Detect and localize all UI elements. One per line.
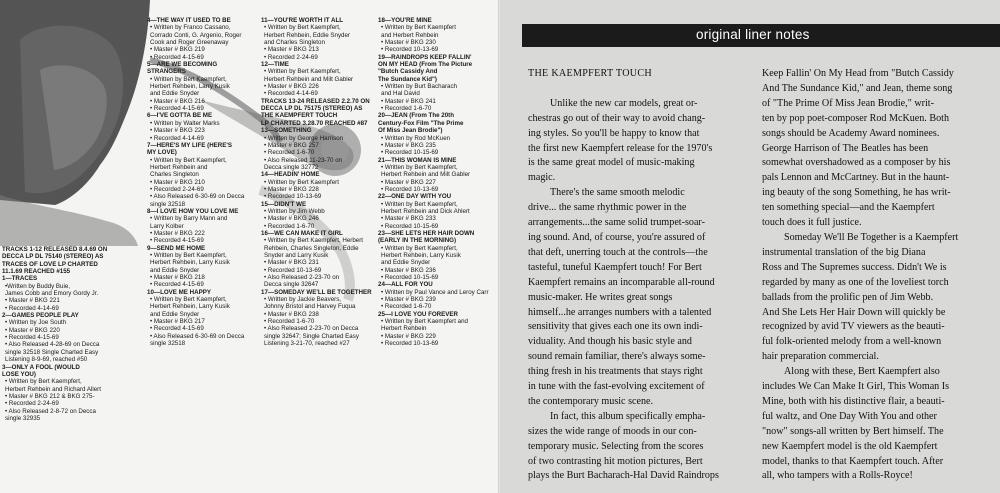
- notes-line: that deft, unerring touch at the controls—the: [528, 246, 708, 258]
- track-title-line: 25—I LOVE YOU FOREVER: [378, 310, 458, 318]
- track-credit-line: • Master # BKG 223: [150, 127, 205, 135]
- track-credit-line: Corrado Conti, G. Argenio, Roger: [150, 31, 242, 39]
- track-title-line: ON MY HEAD (From The Picture: [378, 61, 473, 69]
- track-title-line: Century-Fox Film "The Prime: [378, 119, 464, 127]
- track-credit-line: • Master # BKG 231: [264, 259, 319, 267]
- track-credit-line: • Master # BKG 227: [381, 178, 436, 186]
- track-credit-line: • Recorded 1-6-70: [264, 149, 315, 157]
- track-title-line: 22—ONE DAY WITH YOU: [378, 193, 452, 201]
- track-credit-line: • Written by Joe South: [5, 319, 67, 327]
- notes-line: thing fresh in his treatments that stays right: [528, 366, 703, 378]
- track-credit-line: and Charles Singleton: [264, 39, 325, 47]
- track-title-line: Of Miss Jean Brodie"): [378, 127, 443, 135]
- track-credit-line: • Written by Bert Kaempfert: [381, 24, 456, 32]
- track-credit-line: • Recorded 1-6-70: [264, 222, 315, 230]
- track-credit-line: • Written by Barry Mann and: [150, 215, 228, 223]
- track-title-line: 11—YOU'RE WORTH IT ALL: [261, 17, 344, 24]
- track-title-line: 4—THE WAY IT USED TO BE: [147, 17, 231, 24]
- notes-line: sizes the wide range of moods in our con-: [528, 425, 697, 437]
- notes-line: songs should be Academy Award nominees.: [762, 127, 940, 139]
- track-title-line: 17—SOMEDAY WE'LL BE TOGETHER: [261, 288, 372, 296]
- notes-line: Someday We'll Be Together is a Kaempfert: [784, 231, 959, 243]
- liner-notes-column-left: [528, 67, 756, 484]
- notes-line: ing beauty of the song Something, he has writ-: [762, 187, 951, 199]
- track-credit-line: • Also Released 6-30-69 on Decca: [150, 332, 245, 340]
- notes-line: temporary music. Selecting from the scores: [528, 440, 704, 452]
- track-title-line: 11.1.69 REACHED #155: [2, 268, 71, 276]
- track-title-line: 3—ONLY A FOOL (WOULD: [2, 363, 80, 371]
- track-credit-line: • Recorded 4-15-69: [5, 334, 59, 342]
- track-credit-line: • Master # BKG 233: [381, 215, 436, 223]
- track-credit-line: Herbert Rehbein and: [150, 163, 208, 171]
- track-credit-line: • Master # BKG 228: [264, 185, 319, 193]
- track-title-line: THE KAEMPFERT TOUCH: [261, 112, 338, 120]
- track-credit-line: • Written by Bert Kaempfert: [264, 178, 339, 186]
- track-credit-line: • Written by Rod McKuen: [381, 134, 451, 142]
- track-credit-line: • Master # BKG 241: [381, 97, 436, 105]
- notes-line: ful folk-oriented melody from a well-known: [762, 336, 942, 348]
- track-credit-line: • Master # BKG 238: [264, 310, 319, 318]
- notes-line: of two contrasting hit motion pictures, Bert: [528, 455, 703, 467]
- notes-line: Along with these, Bert Kaempfert also: [784, 366, 940, 378]
- track-credit-line: Decca single 32647: [264, 281, 319, 289]
- track-credit-line: • Also Released 2-8-72 on Decca: [5, 407, 96, 415]
- track-credit-line: Johnny Bristol and Harvey Fuqua: [264, 303, 356, 311]
- track-credit-line: • Also Released 11-23-70 on: [264, 156, 343, 164]
- track-credit-line: • Master # BKG 235: [381, 141, 436, 149]
- track-credit-line: • Written by Bert Kaempfert,: [150, 75, 227, 83]
- track-credit-line: single 32518: [150, 200, 186, 208]
- track-credit-line: • Master # BKG 216: [150, 97, 205, 105]
- track-title-line: 7—HERE'S MY LIFE (HERE'S: [147, 141, 232, 149]
- notes-line: new Kaempfert model is the old Kaempfert: [762, 440, 938, 452]
- track-column-2: [147, 17, 259, 347]
- track-credit-line: Herbert Rehbein, Larry Kusik: [381, 252, 461, 259]
- track-title-line: 15—DIDN'T WE: [261, 200, 307, 208]
- track-credit-line: • Written by Bert Kaempfert,: [381, 163, 458, 171]
- track-credit-line: • Master # BKG 212 & BKG 275-: [5, 392, 95, 400]
- track-credit-line: Herbert Rehbein, Larry Kusik: [150, 83, 230, 91]
- track-credit-line: Listening 3-21-70, reached #27: [264, 340, 350, 348]
- banner-title: original liner notes: [696, 27, 810, 42]
- track-credit-line: Herbert Rehbein: [381, 325, 427, 333]
- track-credit-line: Herbert Rehbein, Larry Kusik: [150, 303, 230, 311]
- track-title-line: (EARLY IN THE MORNING): [378, 237, 457, 245]
- track-credit-line: • Master # BKG 213: [264, 46, 319, 54]
- track-credit-line: • Also Released 2-23-70 on: [264, 274, 340, 282]
- track-title-line: 9—SEND ME HOME: [147, 244, 206, 252]
- notes-line: model, thanks to that Kaempfert touch. After: [762, 455, 944, 467]
- track-title-line: STRANGERS: [147, 68, 186, 76]
- track-credit-line: • Recorded 2-24-69: [150, 185, 204, 193]
- track-credit-line: • Written by George Harrison: [264, 134, 344, 142]
- notes-heading: THE KAEMPFERT TOUCH: [528, 68, 652, 79]
- notes-line: sound remain familiar, there's always some-: [528, 351, 706, 363]
- track-credit-line: •Written by Buddy Buie,: [5, 282, 70, 290]
- track-credit-line: Herbert Rehbein, Eddie Snyder: [264, 31, 350, 39]
- track-credit-line: • Recorded 10-13-69: [381, 185, 439, 193]
- track-credit-line: • Master # BKG 257: [264, 141, 319, 149]
- notes-line: all, who tampers with a Rolls-Royce!: [762, 470, 913, 482]
- notes-line: In fact, this album specifically empha-: [550, 410, 706, 422]
- notes-line: somewhat overshadowed as a composer by his: [762, 157, 951, 169]
- track-credit-line: • Master # BKG 217: [150, 318, 205, 326]
- track-title-line: 24—ALL FOR YOU: [378, 281, 433, 289]
- track-title-line: 1—TRACES: [2, 275, 38, 283]
- track-credit-line: and Hal David: [381, 90, 420, 98]
- track-credit-line: single 32518: [150, 340, 186, 348]
- notes-line: George Harrison of The Beatles has been: [762, 142, 929, 154]
- track-credit-line: • Master # BKG 210: [150, 178, 205, 186]
- track-credit-line: Snyder and Larry Kusik: [264, 252, 329, 259]
- notes-line: ing sound. And, of course, you're assured of: [528, 231, 706, 243]
- notes-line: chestras go out of their way to avoid chang-: [528, 112, 706, 124]
- track-title-line: 23—SHE LETS HER HAIR DOWN: [378, 229, 475, 237]
- track-credit-line: • Also Released 2-23-70 on Decca: [264, 325, 359, 333]
- track-credit-line: • Written by Bert Kaempfert and: [381, 318, 468, 326]
- notes-line: ing styles. So you'll be happy to know that: [528, 127, 700, 139]
- notes-line: tasteful, tuneful Kaempfert touch! For Bert: [528, 261, 702, 273]
- track-credit-line: James Cobb and Emory Gordy Jr.: [5, 290, 99, 298]
- track-credit-line: and Eddie Snyder: [150, 310, 200, 318]
- track-credit-line: Herbert Rehbein and Milt Gabler: [264, 75, 354, 83]
- track-credit-line: • Master # BKG 218: [150, 274, 205, 282]
- notes-line: the contemporary music scene.: [528, 395, 654, 407]
- notes-line: hair preparation commercial.: [762, 351, 879, 363]
- track-credit-line: • Written by Bert Kaempfert,: [381, 244, 458, 252]
- track-credit-line: • Master # BKG 246: [264, 215, 319, 223]
- track-column-1: [2, 246, 130, 422]
- track-credit-line: Herbert Rehbein and Richard Allert: [5, 385, 101, 393]
- track-title-line: 10—LOVE ME HAPPY: [147, 288, 211, 296]
- track-title-line: LP CHARTED 3.28.70 REACHED #87: [261, 119, 368, 127]
- notes-line: instrumental translation of the big Diana: [762, 246, 926, 258]
- track-title-line: 13—SOMETHING: [261, 127, 312, 135]
- track-credit-line: • Recorded 4-15-69: [150, 325, 204, 333]
- notes-line: viduality. And though his basic style and: [528, 336, 692, 348]
- track-credit-line: • Master # BKG 230: [381, 39, 436, 47]
- notes-line: Unlike the new car models, great or-: [550, 97, 698, 109]
- track-credit-line: • Master # BKG 229: [381, 332, 436, 340]
- notes-line: Ross and The Supremes success. Didn't We is: [762, 261, 947, 273]
- track-credit-line: • Written by Franco Cassano,: [150, 24, 231, 32]
- track-title-line: 21—THIS WOMAN IS MINE: [378, 156, 457, 164]
- track-title-line: TRACES OF LOVE LP CHARTED: [2, 260, 98, 268]
- track-credit-line: • Recorded 4-15-69: [150, 53, 204, 61]
- notes-line: Kaempfert remains an incomparable all-round: [528, 276, 715, 288]
- track-credit-line: • Recorded 4-15-69: [150, 237, 204, 245]
- track-title-line: 6—I'VE GOTTA BE ME: [147, 112, 213, 120]
- track-credit-line: and Eddie Snyder: [150, 90, 200, 98]
- track-title-line: The Sundance Kid"): [378, 75, 437, 83]
- track-credit-line: • Recorded 10-15-69: [381, 222, 439, 230]
- notes-line: regarded by many as one of the loveliest torch: [762, 276, 949, 288]
- notes-line: pals Lennon and McCartney. But in the haunt-: [762, 172, 950, 184]
- track-credit-line: • Master # BKG 221: [5, 297, 60, 305]
- notes-line: music-maker. He writes great songs: [528, 291, 673, 303]
- notes-line: There's the same smooth melodic: [550, 187, 685, 199]
- track-title-line: MY LOVE): [147, 149, 177, 157]
- track-credit-line: • Master # BKG 226: [264, 83, 319, 91]
- track-credit-line: Larry Kolber: [150, 222, 184, 230]
- track-credit-line: and Eddie Snyder: [150, 266, 200, 274]
- track-credit-line: Herbert Rehbein and Dick Ahlert: [381, 207, 470, 215]
- track-column-4: [378, 17, 496, 347]
- track-credit-line: • Also Released 4-28-69 on Decca: [5, 341, 100, 349]
- track-credit-line: • Written by Burt Bacharach: [381, 83, 457, 91]
- track-credit-line: Charles Singleton: [150, 171, 199, 179]
- track-credit-line: Rehbein, Charles Singleton, Eddie: [264, 244, 359, 252]
- notes-line: magic.: [528, 172, 556, 184]
- track-credit-line: • Recorded 4-14-69: [264, 90, 318, 98]
- track-credit-line: • Master # BKG 220: [5, 326, 60, 334]
- track-credit-line: • Recorded 1-6-70: [381, 105, 432, 113]
- track-title-line: 19—RAINDROPS KEEP FALLIN': [378, 53, 472, 61]
- track-credit-line: • Recorded 1-6-70: [264, 318, 315, 326]
- track-credit-line: • Written by Bert Kaempfert, Herbert: [264, 237, 364, 245]
- notes-line: sensitivity that gives each one its own indi-: [528, 321, 703, 333]
- notes-line: [528, 82, 756, 97]
- track-credit-line: • Written by Bert Kaempfert,: [381, 200, 458, 208]
- track-column-3: [261, 17, 373, 347]
- track-credit-line: • Recorded 10-15-69: [381, 274, 439, 282]
- track-credit-line: single 32935: [5, 414, 41, 422]
- track-credit-line: • Master # BKG 222: [150, 229, 205, 237]
- track-credit-line: • Written by Bert Kaempfert,: [264, 68, 341, 76]
- notes-line: Keep Fallin' On My Head from "Butch Cassidy: [762, 68, 954, 79]
- track-title-line: 8—I LOVE HOW YOU LOVE ME: [147, 207, 239, 215]
- track-title-line: LOSE YOU): [2, 370, 36, 378]
- track-credit-line: Herbert Rehbein, Larry Kusik: [150, 259, 230, 267]
- track-credit-line: • Written by Bert Kaempfert,: [150, 296, 227, 304]
- track-credit-line: single 32518 Single Charted Easy: [5, 348, 99, 356]
- track-credit-line: • Recorded 10-13-69: [381, 46, 439, 54]
- track-credit-line: • Written by Bert Kaempfert,: [264, 24, 341, 32]
- notes-line: of "The Prime Of Miss Jean Brodie," writ-: [762, 97, 934, 109]
- track-title-line: DECCA LP DL 75140 (STEREO) AS: [2, 253, 104, 261]
- track-credit-line: • Recorded 10-15-69: [381, 149, 439, 157]
- track-credit-line: • Also Released 6-30-69 on Decca: [150, 193, 245, 201]
- track-title-line: "Butch Cassidy And: [378, 68, 438, 76]
- track-credit-line: Decca single 32772: [264, 163, 319, 171]
- notes-line: touch does it full justice.: [762, 217, 862, 229]
- notes-line: ten something special—and the Kaempfert: [762, 202, 935, 214]
- notes-line: ful waltz, and One Day With You and other: [762, 410, 937, 422]
- track-credit-line: • Written by Walter Marks: [150, 119, 220, 127]
- track-credit-line: • Written by Paul Vance and Leroy Carr: [381, 288, 489, 296]
- notes-line: Mine, both with his distinctive flair, a beauti-: [762, 395, 945, 407]
- notes-line: plays the Burt Bacharach-Hal David Raindrops: [528, 470, 719, 482]
- track-title-line: 2—GAMES PEOPLE PLAY: [2, 312, 79, 320]
- track-title-line: 12—TIME: [261, 61, 289, 69]
- track-credit-line: • Written by Bert Kaempfert,: [5, 378, 82, 386]
- track-title-line: TRACKS 1-12 RELEASED 8.4.69 ON: [2, 246, 108, 253]
- track-credit-line: • Recorded 10-13-69: [264, 193, 322, 201]
- track-credit-line: Listening 8-9-69, reached #50: [5, 356, 88, 364]
- liner-notes-column-right: [762, 67, 990, 484]
- track-credit-line: Cook and Roger Greenaway: [150, 39, 229, 47]
- track-credit-line: Herbert Rehbein and Milt Gabler: [381, 171, 471, 179]
- track-title-line: 18—YOU'RE MINE: [378, 17, 432, 24]
- liner-notes-banner: [522, 24, 1000, 47]
- track-credit-line: • Recorded 4-15-69: [150, 105, 204, 113]
- notes-line: himself...he arranges numbers with a talented: [528, 306, 712, 318]
- track-credit-line: • Recorded 4-14-69: [150, 134, 204, 142]
- notes-line: And The Sundance Kid," and Jean, theme song: [762, 82, 953, 94]
- notes-line: arrangements...the same solid trumpet-soar-: [528, 217, 705, 229]
- track-credit-line: and Eddie Snyder: [381, 259, 431, 267]
- track-title-line: DECCA LP DL 75175 (STEREO) AS: [261, 105, 363, 113]
- notes-line: is the same great model of music-making: [528, 157, 695, 169]
- track-credit-line: • Recorded 4-15-69: [150, 281, 204, 289]
- notes-line: includes We Can Make It Girl, This Woman Is: [762, 381, 950, 393]
- track-credit-line: • Recorded 1-6-70: [381, 303, 432, 311]
- track-credit-line: and Herbert Rehbein: [381, 31, 439, 39]
- track-title-line: 20—JEAN (From The 20th: [378, 112, 454, 120]
- track-credit-line: • Written by Jackie Beavers,: [264, 296, 342, 304]
- track-credit-line: • Recorded 2-24-69: [264, 53, 318, 61]
- track-title-line: 14—HEADIN' HOME: [261, 171, 320, 179]
- track-credit-line: • Master # BKG 236: [381, 266, 436, 274]
- notes-line: the first new Kaempfert release for the 1970's: [528, 142, 713, 154]
- notes-line: And She Lets Her Hair Down will quickly be: [762, 306, 946, 318]
- track-credit-line: • Recorded 10-13-69: [381, 340, 439, 348]
- track-credit-line: single 32647; Single Charted Easy: [264, 332, 359, 340]
- track-credit-line: • Recorded 2-24-69: [5, 400, 59, 408]
- notes-line: "now" songs-all written by Bert himself. The: [762, 425, 944, 437]
- notes-line: ballads from the prolific pen of Jim Webb.: [762, 291, 934, 303]
- track-title-line: 5—ARE WE BECOMING: [147, 61, 218, 69]
- track-title-line: TRACKS 13-24 RELEASED 2.2.70 ON: [261, 97, 370, 105]
- track-credit-line: • Written by Bert Kaempfert,: [150, 252, 227, 259]
- track-title-line: 16—WE CAN MAKE IT GIRL: [261, 229, 343, 237]
- notes-line: in tune with the fast-evolving excitement of: [528, 381, 705, 393]
- track-credit-line: • Master # BKG 239: [381, 296, 436, 304]
- notes-line: ten by pop poet-composer Rod McKuen. Both: [762, 112, 949, 124]
- track-credit-line: • Recorded 10-13-69: [264, 266, 322, 274]
- notes-line: recognized by avid TV viewers as the beauti-: [762, 321, 945, 333]
- notes-line: drive... the same rhythmic power in the: [528, 202, 687, 214]
- track-credit-line: • Written by Jim Webb: [264, 207, 325, 215]
- track-credit-line: • Recorded 4-14-69: [5, 304, 59, 312]
- track-credit-line: • Written by Bert Kaempfert,: [150, 156, 227, 164]
- track-credit-line: • Master # BKG 219: [150, 46, 205, 54]
